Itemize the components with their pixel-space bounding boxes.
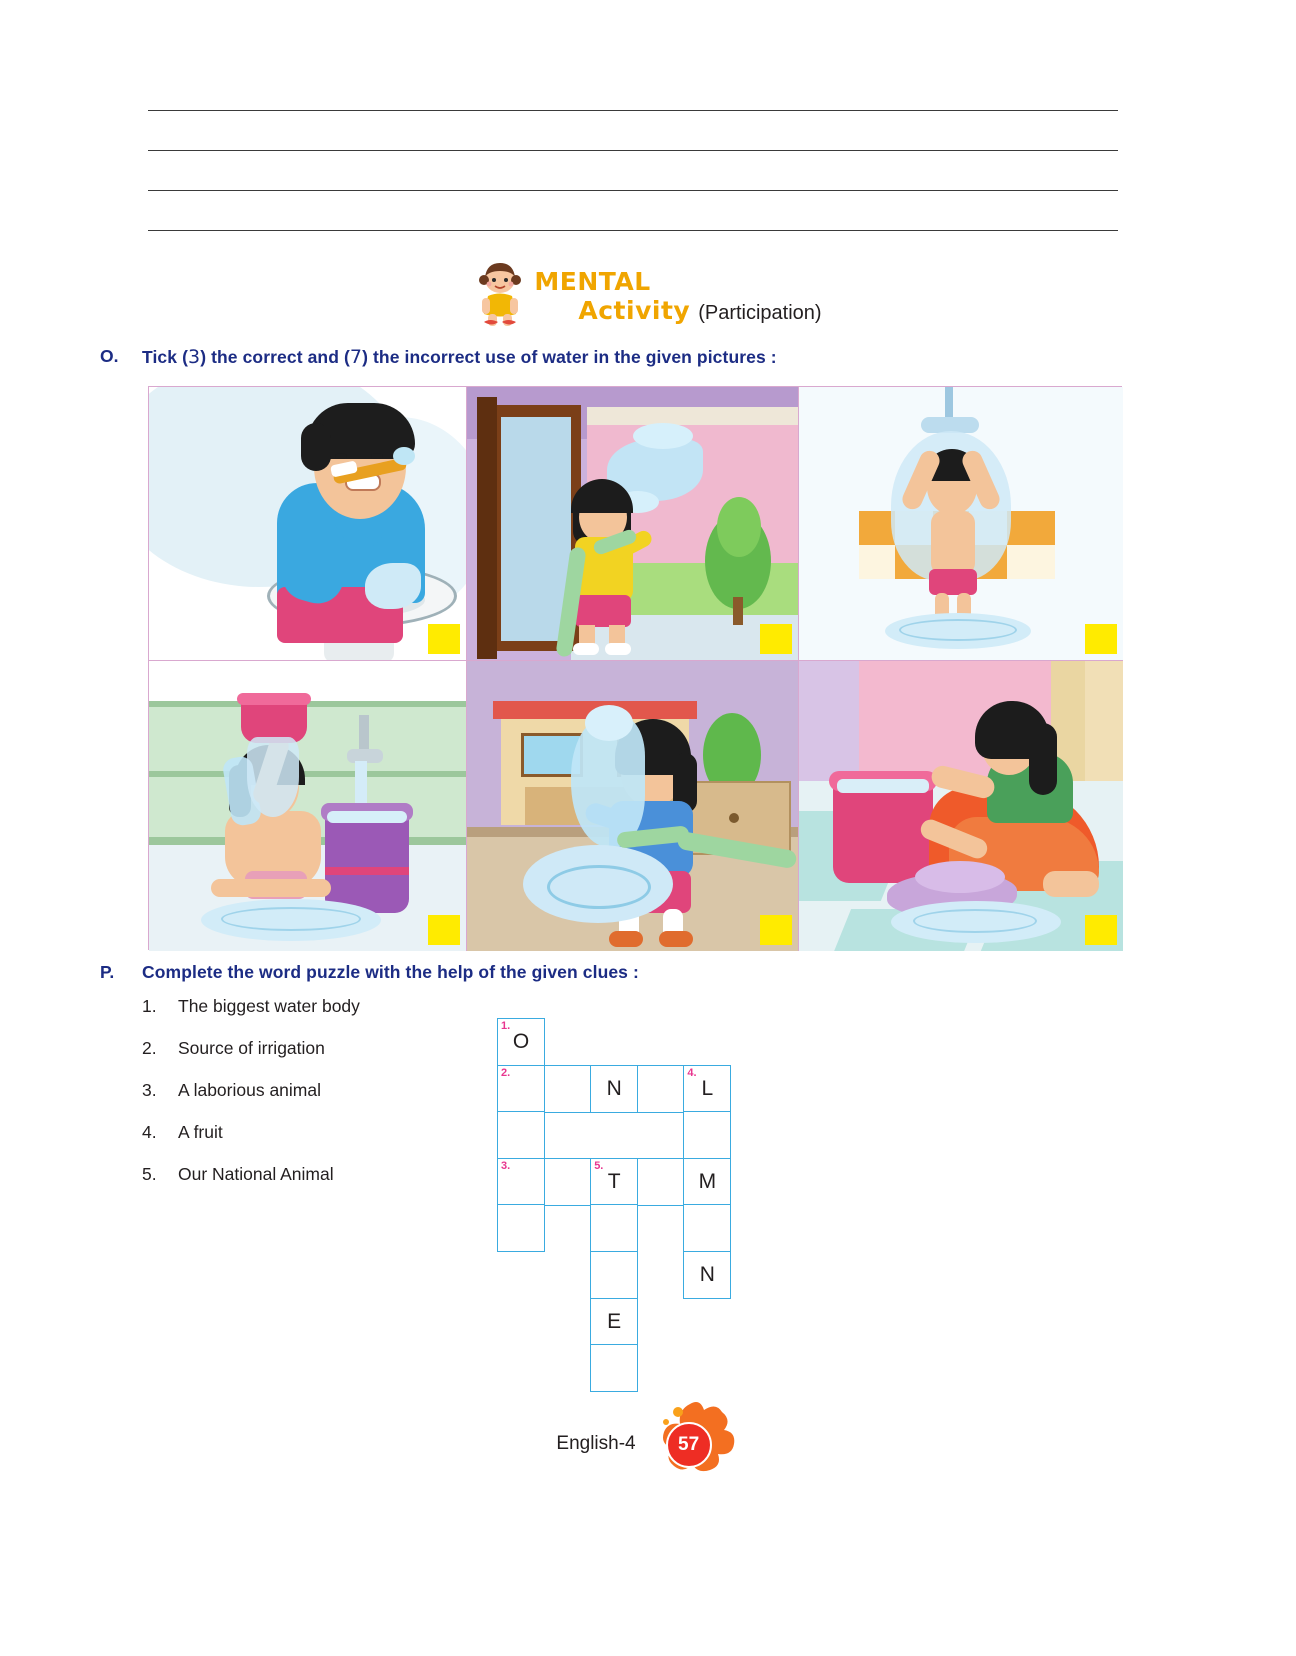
tickbox-4[interactable]	[428, 915, 460, 945]
clue-item	[142, 1080, 360, 1101]
clue-item	[142, 1122, 360, 1143]
clue-number: 2.	[142, 1038, 157, 1058]
crossword-cell-letter: N	[606, 1076, 622, 1100]
question-o-text-mid: ) the correct and (	[200, 347, 350, 367]
activity-word: Activity	[578, 296, 691, 325]
question-o-text-after: ) the incorrect use of water in the given pictures :	[362, 347, 777, 367]
tickbox-2[interactable]	[760, 624, 792, 654]
crossword-cell[interactable]	[683, 1111, 731, 1159]
picture-man-brushing-teeth[interactable]	[149, 387, 467, 661]
crossword-cell-letter: T	[607, 1169, 621, 1193]
crossword-cell-letter: N	[699, 1263, 715, 1286]
question-p	[100, 962, 1200, 983]
clue-item	[142, 1038, 360, 1059]
participation-label: (Participation)	[698, 302, 822, 324]
picture-boy-playing-hose[interactable]	[467, 661, 799, 951]
crossword-cell[interactable]	[497, 1111, 545, 1159]
crossword-cell[interactable]	[590, 1344, 638, 1392]
page-number: 57	[666, 1422, 712, 1468]
book-label: English-4	[556, 1433, 636, 1454]
tickbox-3[interactable]	[1085, 624, 1117, 654]
clue-number: 3.	[142, 1080, 157, 1100]
question-p-text: Complete the word puzzle with the help of the given clues :	[142, 962, 639, 982]
crossword-cell-letter: E	[607, 1309, 622, 1333]
child-mascot-icon	[474, 262, 526, 328]
crossword-cell[interactable]	[497, 1158, 545, 1206]
clue-text: Source of irrigation	[178, 1038, 325, 1058]
writing-lines	[148, 110, 1118, 270]
writing-line	[148, 110, 1118, 111]
picture-boy-bathing-mug-bucket[interactable]	[149, 661, 467, 951]
crossword-cell[interactable]	[590, 1158, 638, 1206]
crossword-cell[interactable]	[590, 1251, 638, 1299]
picture-boy-under-shower[interactable]	[799, 387, 1123, 661]
page-footer	[0, 1400, 1296, 1488]
writing-line	[148, 190, 1118, 191]
clue-list	[142, 996, 360, 1206]
tick-symbol: 3	[188, 346, 201, 368]
crossword-cell[interactable]	[590, 1065, 638, 1113]
crossword-cell-number: 5.	[594, 1159, 604, 1172]
question-o-label: O.	[100, 346, 119, 366]
writing-line	[148, 230, 1118, 231]
picture-grid	[148, 386, 1122, 950]
crossword-cell-number: 1.	[501, 1020, 511, 1032]
mental-activity-header	[0, 262, 1296, 328]
clue-text: Our National Animal	[178, 1164, 334, 1184]
clue-number: 1.	[142, 996, 157, 1016]
question-o-text-before: Tick (	[142, 347, 188, 367]
crossword-cell[interactable]	[590, 1298, 638, 1346]
crossword-cell[interactable]	[544, 1065, 592, 1113]
crossword-cell[interactable]	[497, 1204, 545, 1252]
tickbox-5[interactable]	[760, 915, 792, 945]
question-p-label: P.	[100, 962, 115, 982]
crossword-cell-number: 3.	[501, 1159, 511, 1172]
clue-text: A laborious animal	[178, 1080, 321, 1100]
crossword-cell-number: 2.	[501, 1066, 511, 1079]
crossword-cell[interactable]	[637, 1065, 685, 1113]
mental-word: MENTAL	[534, 267, 651, 296]
crossword-cell[interactable]	[637, 1158, 685, 1206]
clue-item	[142, 996, 360, 1017]
clue-text: A fruit	[178, 1122, 223, 1142]
clue-item	[142, 1164, 360, 1185]
question-o-text	[142, 346, 777, 368]
crossword-cell[interactable]	[544, 1158, 592, 1206]
crossword-cell[interactable]	[497, 1065, 545, 1113]
crossword-cell[interactable]	[497, 1018, 545, 1066]
crossword-cell-number: 4.	[687, 1066, 697, 1079]
crossword-cell[interactable]	[683, 1204, 731, 1252]
crossword-cell-letter: M	[698, 1169, 717, 1193]
question-o	[100, 346, 1200, 368]
page-number-badge	[644, 1400, 740, 1488]
clue-number: 5.	[142, 1164, 157, 1184]
crossword-cell-letter: L	[701, 1076, 714, 1100]
crossword-cell[interactable]	[683, 1065, 731, 1113]
writing-line	[148, 150, 1118, 151]
crossword-cell[interactable]	[683, 1251, 731, 1299]
clue-number: 4.	[142, 1122, 157, 1142]
tickbox-6[interactable]	[1085, 915, 1117, 945]
tickbox-1[interactable]	[428, 624, 460, 654]
crossword-cell[interactable]	[683, 1158, 731, 1206]
crossword-cell-letter: O	[512, 1030, 530, 1053]
clue-text: The biggest water body	[178, 996, 360, 1016]
crossword-cell[interactable]	[590, 1204, 638, 1252]
picture-woman-washing-clothes[interactable]	[799, 661, 1123, 951]
cross-symbol: 7	[349, 346, 363, 368]
picture-boy-spraying-wall[interactable]	[467, 387, 799, 661]
